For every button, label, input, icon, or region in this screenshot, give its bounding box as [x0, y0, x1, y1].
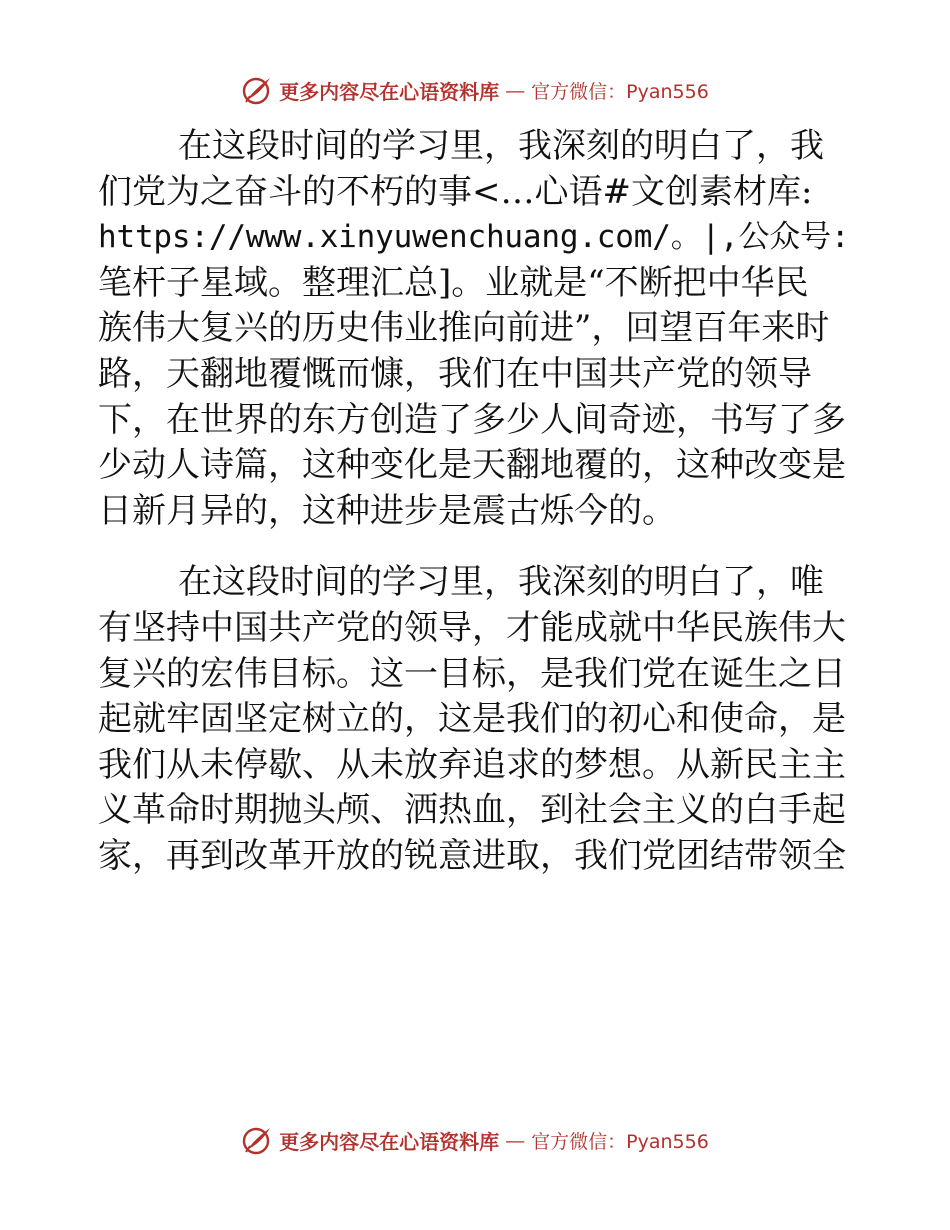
- footer-banner: [0, 1122, 950, 1158]
- text-line: 起就牢固坚定树立的，这是我们的初心和使命，是: [98, 699, 846, 740]
- footer-brand: 更多内容尽在心语资料库: [279, 1129, 500, 1154]
- text-line: 家，再到改革开放的锐意进取，我们党团结带领全: [98, 835, 846, 876]
- text-line: 笔杆子星域。整理汇总]。业就是“不断把中华民: [98, 262, 809, 303]
- header-contact: 官方微信：Pyan556: [531, 80, 709, 103]
- quill-pen-seal-icon: [241, 74, 273, 106]
- text-line: 我们从未停歇、从未放弃追求的梦想。从新民主主: [98, 744, 846, 785]
- text-line: 们党为之奋斗的不朽的事<…心语#文创素材库:: [98, 171, 813, 212]
- text-line: 下，在世界的东方创造了多少人间奇迹，书写了多: [98, 399, 846, 440]
- text-line: 有坚持中国共产党的领导，才能成就中华民族伟大: [98, 607, 846, 648]
- footer-dash: —: [505, 1128, 526, 1152]
- paragraph-2: [98, 560, 850, 879]
- header-dash: —: [505, 78, 526, 102]
- text-line: 路，天翻地覆慨而慷，我们在中国共产党的领导: [98, 353, 812, 394]
- text-line: 在这段时间的学习里，我深刻的明白了，我: [178, 126, 824, 166]
- header-brand: 更多内容尽在心语资料库: [279, 79, 500, 104]
- quill-pen-seal-icon: [241, 1124, 273, 1156]
- text-line: 在这段时间的学习里，我深刻的明白了，唯: [178, 562, 824, 603]
- text-line: 复兴的宏伟目标。这一目标，是我们党在诞生之日: [98, 653, 846, 694]
- text-line-url: https://www.xinyuwenchuang.com/。|,公众号:: [98, 219, 850, 256]
- body-text: [98, 124, 850, 880]
- text-line: 义革命时期抛头颅、洒热血，到社会主义的白手起: [98, 790, 846, 831]
- header-banner: [0, 72, 950, 108]
- text-line: 少动人诗篇，这种变化是天翻地覆的，这种改变是: [98, 445, 846, 486]
- text-line: 日新月异的，这种进步是震古烁今的。: [98, 490, 676, 531]
- paragraph-1: [98, 124, 850, 534]
- text-line: 族伟大复兴的历史伟业推向前进”，回望百年来时: [98, 308, 830, 349]
- footer-contact: 官方微信：Pyan556: [531, 1130, 709, 1153]
